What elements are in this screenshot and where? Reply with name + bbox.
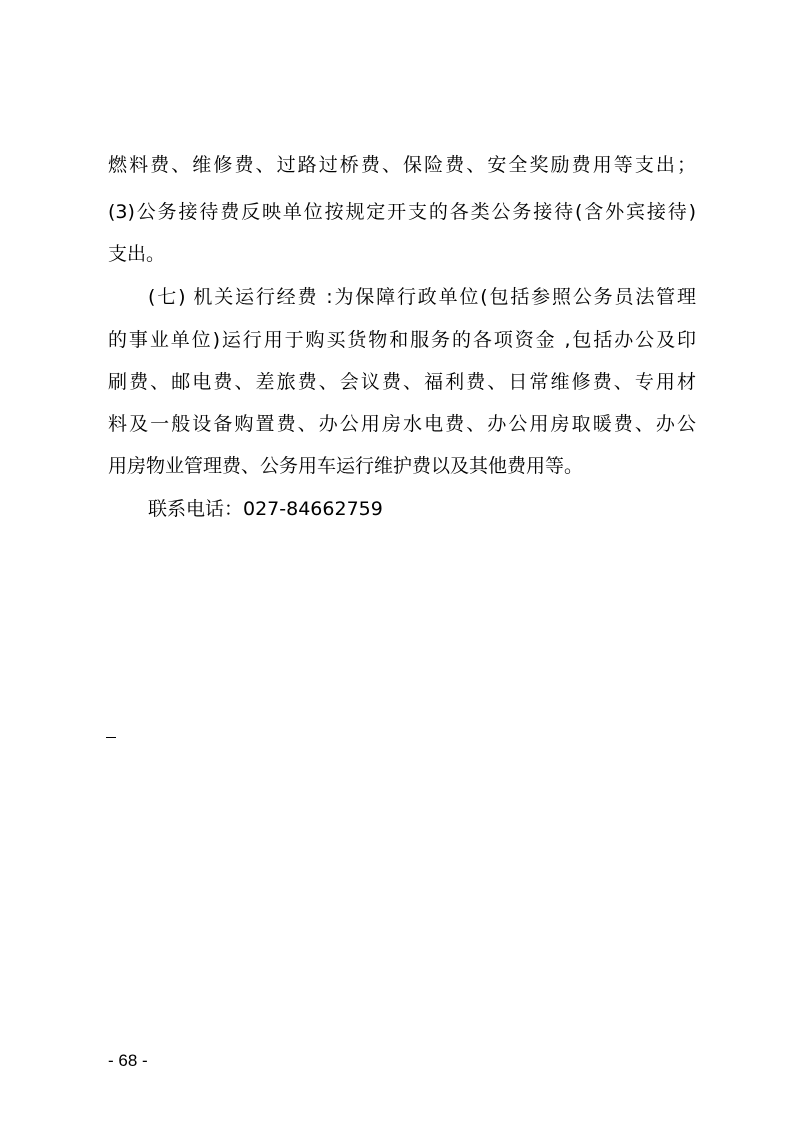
section-heading-line: (七) 机关运行经费 :为保障行政单位(包括参照公务员法管理: [148, 286, 696, 308]
body-text-line: 支出。: [108, 243, 166, 265]
body-text-line: 料及一般设备购置费、办公用房水电费、办公用房取暖费、办公: [108, 413, 696, 435]
contact-phone: 联系电话：027-84662759: [148, 498, 383, 520]
body-text-line: 用房物业管理费、公务用车运行维护费以及其他费用等。: [108, 455, 584, 477]
body-text-line: 燃料费、维修费、过路过桥费、保险费、安全奖励费用等支出；: [108, 154, 696, 176]
stray-dash-mark: [106, 737, 116, 738]
page-number: - 68 -: [108, 1051, 148, 1070]
body-text-line: 刷费、邮电费、差旅费、会议费、福利费、日常维修费、专用材: [108, 371, 696, 393]
body-text-line: (3)公务接待费反映单位按规定开支的各类公务接待(含外宾接待): [108, 201, 696, 223]
body-text-line: 的事业单位)运行用于购买货物和服务的各项资金 ,包括办公及印: [108, 329, 696, 351]
